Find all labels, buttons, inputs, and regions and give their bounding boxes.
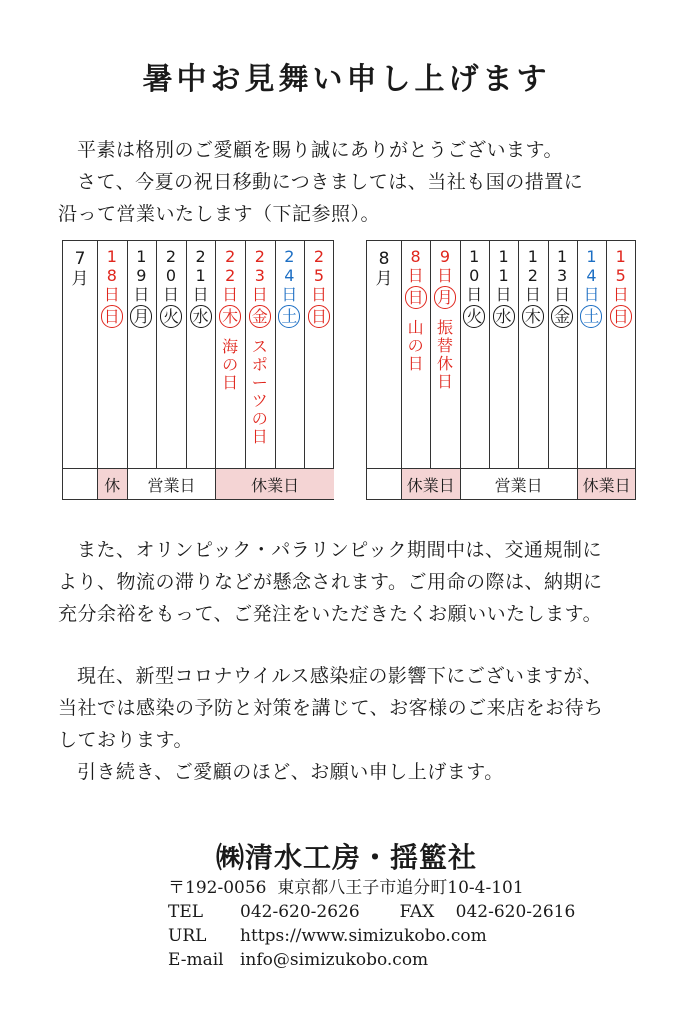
day-column <box>401 241 430 469</box>
business-day-label: 営業日 <box>127 469 216 499</box>
weekday-label: 日 <box>610 305 632 328</box>
weekday-label: 土 <box>278 305 300 328</box>
closed-day-label: 休業日 <box>401 469 460 499</box>
day-number: 2 3 日 <box>251 247 268 304</box>
day-number: 1 8 日 <box>103 247 120 304</box>
address: 東京都八王子市追分町10-4-101 <box>277 878 524 898</box>
day-column <box>304 241 334 469</box>
postal-code: 〒192-0056 <box>168 878 267 898</box>
day-number: 1 5 日 <box>612 247 629 304</box>
weekday-label: 水 <box>190 305 212 328</box>
business-status-row <box>63 468 333 499</box>
olympics-paragraph <box>58 534 658 630</box>
day-column <box>518 241 547 469</box>
day-number: 1 3 日 <box>554 247 571 304</box>
day-column <box>577 241 606 469</box>
day-number: 2 2 日 <box>222 247 239 304</box>
website-link[interactable]: https://www.simizukobo.com <box>240 926 487 946</box>
closed-day-label: 休 <box>97 469 127 499</box>
holiday-name: 山 の 日 <box>407 318 424 373</box>
month-label: 8 月 <box>375 249 393 289</box>
day-column <box>215 241 245 469</box>
calendar-august <box>366 240 636 500</box>
day-column <box>548 241 577 469</box>
weekday-label: 日 <box>308 305 330 328</box>
weekday-label: 火 <box>463 305 485 328</box>
tel-label: TEL <box>168 902 204 922</box>
olympics-line: 充分余裕をもって、ご発注をいただきたくお願いいたします。 <box>58 603 603 625</box>
weekday-label: 月 <box>434 286 456 309</box>
phone-row <box>168 900 575 924</box>
weekday-label: 火 <box>160 305 182 328</box>
day-column <box>489 241 518 469</box>
day-number: 1 4 日 <box>583 247 600 304</box>
url-row <box>168 924 575 948</box>
weekday-label: 日 <box>405 286 427 309</box>
weekday-label: 日 <box>101 305 123 328</box>
day-number: 2 5 日 <box>310 247 327 304</box>
day-column <box>97 241 127 469</box>
closed-day-label: 休業日 <box>577 469 636 499</box>
email-row <box>168 948 575 972</box>
intro-paragraph <box>58 134 658 230</box>
fax-label: FAX <box>399 902 435 922</box>
intro-line: さて、今夏の祝日移動につきましては、当社も国の措置に <box>77 171 584 193</box>
olympics-line: より、物流の滞りなどが懸念されます。ご用命の際は、納期に <box>58 571 603 593</box>
day-number: 1 2 日 <box>524 247 541 304</box>
day-column <box>245 241 275 469</box>
calendar-july <box>62 240 334 500</box>
intro-line: 沿って営業いたします（下記参照）。 <box>58 203 381 225</box>
weekday-label: 金 <box>551 305 573 328</box>
day-column <box>275 241 305 469</box>
month-label: 7 月 <box>71 249 89 289</box>
corona-line: しております。 <box>58 729 193 751</box>
email-label: E-mail <box>168 950 224 970</box>
olympics-line: また、オリンピック・パラリンピック期間中は、交通規制に <box>77 539 602 561</box>
closed-day-label: 休業日 <box>215 469 333 499</box>
fax-number: 042-620-2616 <box>455 902 576 922</box>
holiday-name: ス ポ ー ツ の 日 <box>251 337 268 446</box>
day-number: 2 0 日 <box>162 247 179 304</box>
intro-line: 平素は格別のご愛顧を賜り誠にありがとうございます。 <box>77 139 563 161</box>
day-column <box>460 241 489 469</box>
day-column <box>156 241 186 469</box>
day-number: 2 4 日 <box>281 247 298 304</box>
email-link[interactable]: info@simizukobo.com <box>240 950 429 970</box>
corona-line: 当社では感染の予防と対策を講じて、お客様のご来店をお待ち <box>58 697 604 719</box>
page-title: 暑中お見舞い申し上げます <box>142 62 551 97</box>
tel-number: 042-620-2626 <box>240 902 360 922</box>
corona-line: 引き続き、ご愛顧のほど、お願い申し上げます。 <box>77 761 504 783</box>
day-number: 1 9 日 <box>133 247 150 304</box>
day-number: 1 0 日 <box>466 247 483 304</box>
day-column <box>606 241 635 469</box>
url-label: URL <box>168 926 207 946</box>
corona-line: 現在、新型コロナウイルス感染症の影響下にございますが、 <box>77 665 603 687</box>
day-column <box>430 241 459 469</box>
day-number: 8 日 <box>407 247 424 285</box>
day-number: 1 1 日 <box>495 247 512 304</box>
holiday-name: 海 の 日 <box>222 337 239 392</box>
weekday-label: 月 <box>130 305 152 328</box>
day-number: 9 日 <box>436 247 453 285</box>
business-day-label: 営業日 <box>460 469 577 499</box>
weekday-label: 水 <box>493 305 515 328</box>
holiday-name: 振 替 休 日 <box>436 318 453 391</box>
weekday-label: 土 <box>580 305 602 328</box>
day-column <box>186 241 216 469</box>
address-row <box>168 876 575 900</box>
day-column <box>127 241 157 469</box>
corona-paragraph <box>58 660 658 788</box>
weekday-label: 金 <box>249 305 271 328</box>
weekday-label: 木 <box>522 305 544 328</box>
day-number: 2 1 日 <box>192 247 209 304</box>
weekday-label: 木 <box>219 305 241 328</box>
business-status-row <box>367 468 635 499</box>
contact-block <box>168 876 575 972</box>
company-name: ㈱清水工房・揺籃社 <box>215 841 477 874</box>
